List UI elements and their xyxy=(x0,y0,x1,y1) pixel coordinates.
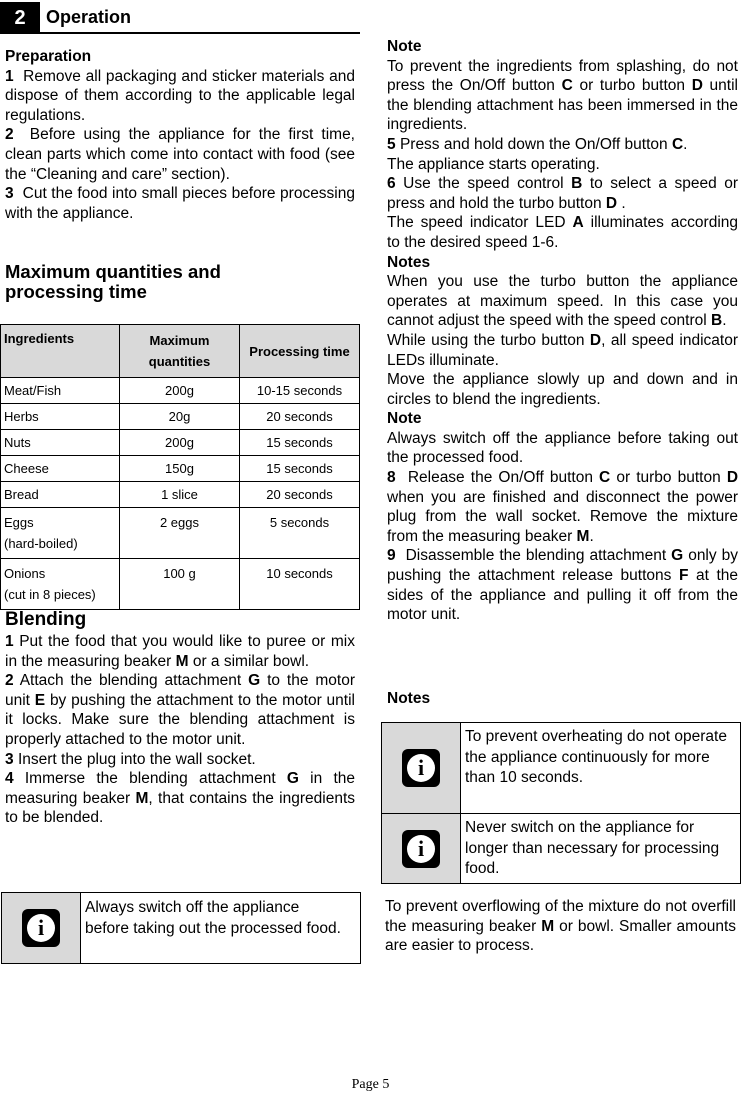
note-splash: To prevent the ingredients from splashing, do not press the On/Off button C or turbo button D until the blending attachment has been immersed in the ingredients. xyxy=(387,57,738,134)
left-info-box xyxy=(1,892,361,964)
info-text: Always switch off the appliance before taking out the processed food. xyxy=(85,899,341,937)
cell-time: 15 seconds xyxy=(240,430,360,456)
quantities-table-wrap xyxy=(0,324,360,610)
blending-heading: Blending xyxy=(5,609,87,630)
prep-step-1: 1 Remove all packaging and sticker materials and dispose of them according to the applicable legal regulations. xyxy=(5,67,355,124)
table-header-row xyxy=(1,325,360,378)
preparation-section xyxy=(5,47,355,223)
notes-heading-2: Notes xyxy=(387,690,431,707)
blend-step-4: 4 Immerse the blending attachment G in the measuring beaker M, that contains the ingredients to be blended. xyxy=(5,770,356,827)
cell-ingredient: Meat/Fish xyxy=(1,378,120,404)
blend-step-2: 2 Attach the blending attachment G to the motor unit E by pushing the attachment to the motor until it locks. Make sure the blending attachment is properly attached to the motor unit. xyxy=(5,672,355,748)
right-info-boxes xyxy=(381,722,741,884)
step-9: 9 Disassemble the blending attachment G only by pushing the attachment release buttons F at the sides of the appliance and pulling it off from the motor unit. xyxy=(387,547,738,624)
info-icon: i xyxy=(402,830,440,868)
prep-step-3: 3 Cut the food into small pieces before processing with the appliance. xyxy=(5,185,355,222)
header-max-quantities: Maximum quantities xyxy=(120,325,240,378)
turbo-text: When you use the turbo button the appliance operates at maximum speed. In this case you cannot adjust the speed with the speed control B. xyxy=(387,273,738,330)
move-text: Move the appliance slowly up and down and in circles to blend the ingredients. xyxy=(387,371,738,408)
table-row xyxy=(1,456,360,482)
page-number: Page 5 xyxy=(351,1077,390,1092)
info-icon: i xyxy=(22,909,60,947)
cell-time: 15 seconds xyxy=(240,456,360,482)
cell-ingredient: Cheese xyxy=(1,456,120,482)
table-row xyxy=(1,378,360,404)
section-title: Operation xyxy=(46,7,132,27)
info-text: Never switch on the appliance for longer than necessary for processing food. xyxy=(465,819,720,877)
cell-ingredient: Herbs xyxy=(1,404,120,430)
table-row xyxy=(1,430,360,456)
section-number: 2 xyxy=(0,2,40,34)
table-row xyxy=(1,508,360,559)
cell-ingredient: Nuts xyxy=(1,430,120,456)
starts-text: The appliance starts operating. xyxy=(387,155,600,173)
cell-time: 20 seconds xyxy=(240,404,360,430)
max-quantities-heading: Maximum quantities and processing time xyxy=(5,261,221,302)
notes-heading: Notes xyxy=(387,253,431,271)
overflow-text: To prevent overflowing of the mixture do not overfill the measuring beaker M or bowl. Smaller amounts are easier to process. xyxy=(385,898,736,955)
step-5: 5 Press and hold down the On/Off button C. xyxy=(387,135,688,153)
quantities-table xyxy=(0,324,360,610)
step-8: 8 Release the On/Off button C or turbo button D when you are finished and disconnect the power plug from the wall socket. Remove the mixture from the measuring beaker M. xyxy=(387,469,739,545)
cell-quantity: 1 slice xyxy=(120,482,240,508)
info-box-overheating xyxy=(382,723,740,814)
table-row xyxy=(1,482,360,508)
cell-quantity: 200g xyxy=(120,430,240,456)
note-heading-2: Note xyxy=(387,410,422,428)
info-box-switch-on xyxy=(382,814,740,883)
right-column xyxy=(387,37,738,625)
info-text: To prevent overheating do not operate the appliance continuously for more than 10 seconds. xyxy=(465,728,727,786)
led-text: The speed indicator LED A illuminates according to the desired speed 1-6. xyxy=(387,214,738,251)
table-row xyxy=(1,404,360,430)
blend-step-1: 1 Put the food that you would like to puree or mix in the measuring beaker M or a similar bowl. xyxy=(5,633,355,670)
cell-ingredient: Bread xyxy=(1,482,120,508)
blend-step-3: 3 Insert the plug into the wall socket. xyxy=(5,750,256,768)
switchoff-text: Always switch off the appliance before taking out the processed food. xyxy=(387,429,738,467)
cell-ingredient: Eggs (hard-boiled) xyxy=(1,508,120,559)
note-heading: Note xyxy=(387,38,422,55)
cell-quantity: 2 eggs xyxy=(120,508,240,559)
info-icon: i xyxy=(402,749,440,787)
overflow-text-wrap xyxy=(385,897,736,956)
while-text: While using the turbo button D, all speed indicator LEDs illuminate. xyxy=(387,331,738,369)
cell-quantity: 200g xyxy=(120,378,240,404)
prep-step-2: 2 Before using the appliance for the first time, clean parts which come into contact with food (see the “Cleaning and care” section). xyxy=(5,126,355,183)
step-6: 6 Use the speed control B to select a speed or press and hold the turbo button D . xyxy=(387,175,738,212)
cell-time: 5 seconds xyxy=(240,508,360,559)
table-row xyxy=(1,559,360,610)
cell-ingredient: Onions (cut in 8 pieces) xyxy=(1,559,120,610)
cell-time: 10-15 seconds xyxy=(240,378,360,404)
blending-section xyxy=(5,609,355,828)
notes-heading-2-wrap xyxy=(387,690,430,708)
section-rule xyxy=(0,32,360,34)
cell-quantity: 20g xyxy=(120,404,240,430)
cell-quantity: 100 g xyxy=(120,559,240,610)
cell-time: 10 seconds xyxy=(240,559,360,610)
header-ingredients: Ingredients xyxy=(1,325,120,378)
header-processing-time: Processing time xyxy=(240,325,360,378)
cell-quantity: 150g xyxy=(120,456,240,482)
preparation-heading: Preparation xyxy=(5,48,92,65)
cell-time: 20 seconds xyxy=(240,482,360,508)
